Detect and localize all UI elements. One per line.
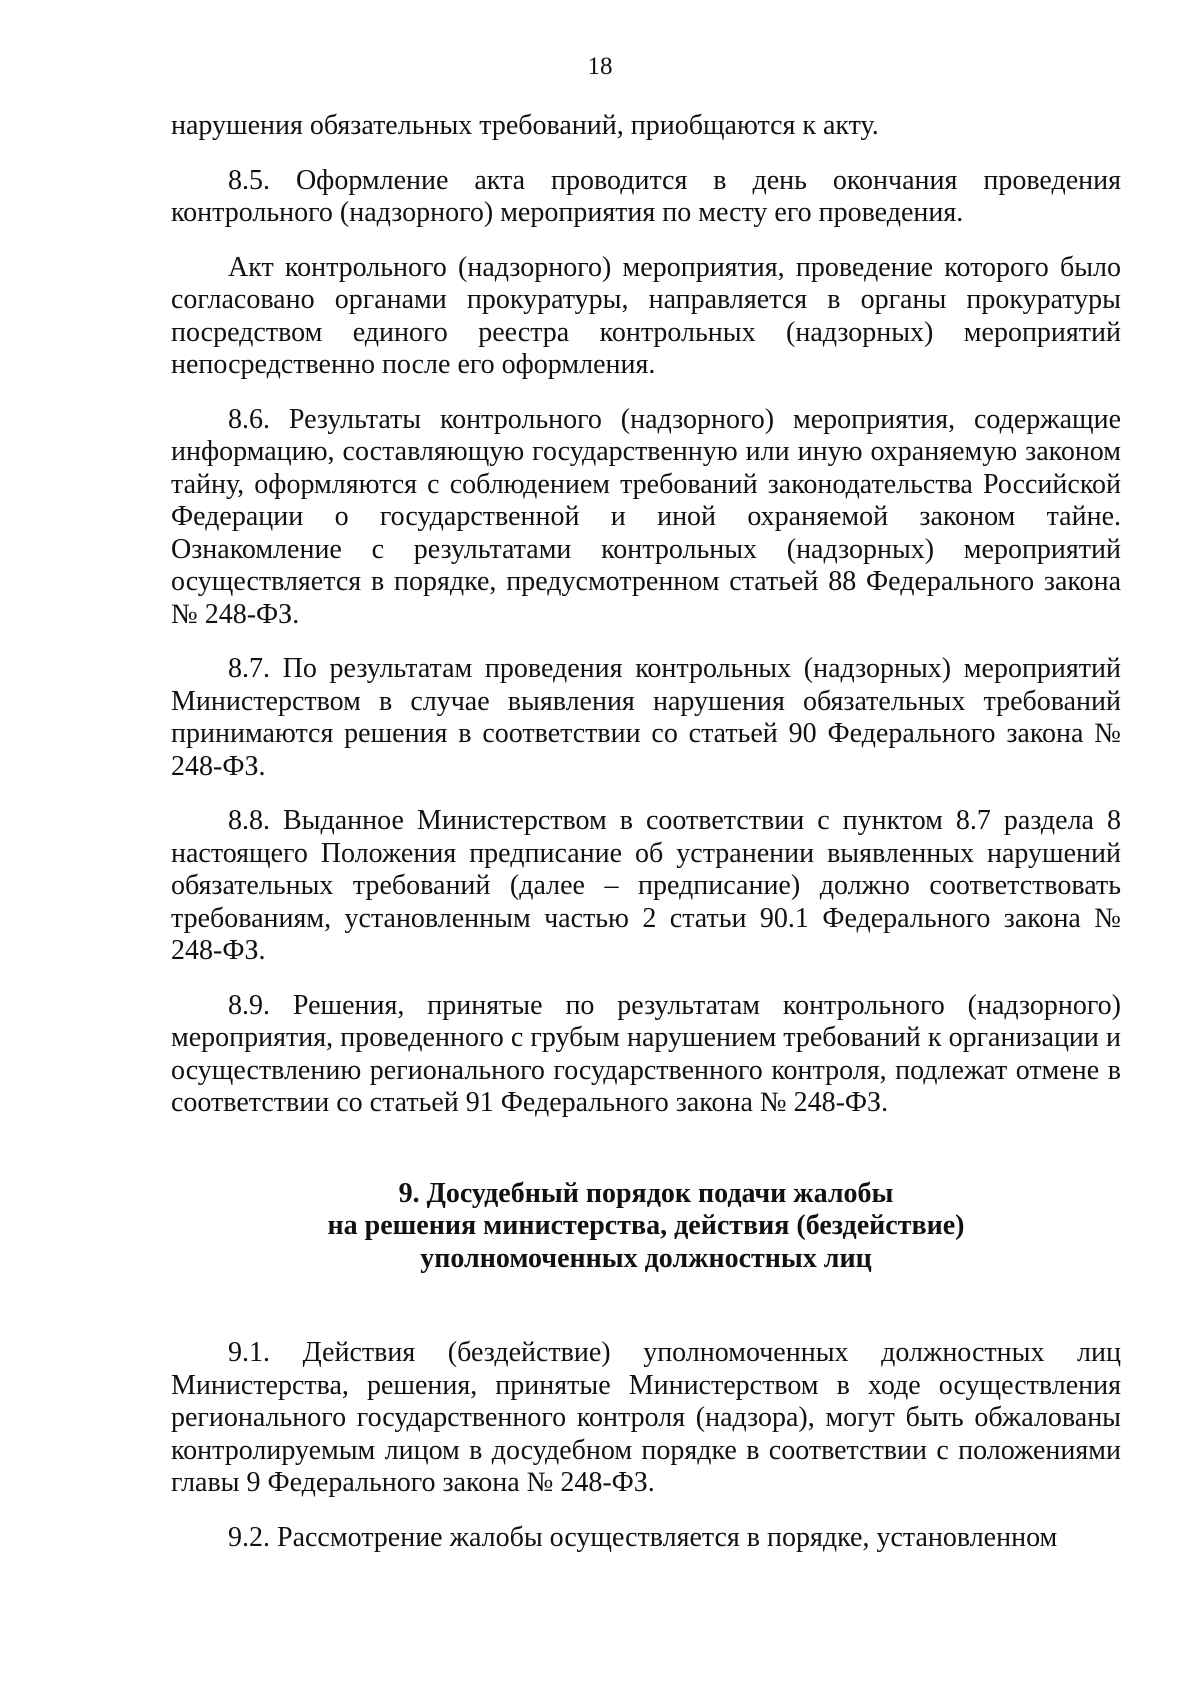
paragraph-9-2: 9.2. Рассмотрение жалобы осуществляется в порядке, установленном <box>228 1521 1058 1553</box>
paragraph-8-8: 8.8. Выданное Министерством в соответствии с пунктом 8.7 раздела 8 настоящего Положения предписание об устранении выявленных нарушений обязательных требований (далее – предписание) должно соответствовать требованиям, установленным частью 2 статьи 90.1 Федерального закона № 248-ФЗ. <box>171 805 1121 966</box>
paragraph-8-6: 8.6. Результаты контрольного (надзорного) мероприятия, содержащие информацию, составляющую государственную или иную охраняемую законом тайну, оформляются с соблюдением требований законодательства Российской Федерации о государственной и иной охраняемой законом тайне. Ознакомление с результатами контрольных (надзорных) мероприятий осуществляется в порядке, предусмотренном статьей 88 Федерального закона № 248-ФЗ. <box>171 403 1121 630</box>
page-number: 18 <box>587 53 613 80</box>
paragraph-9-1: 9.1. Действия (бездействие) уполномоченных должностных лиц Министерства, решения, принятые Министерством в ходе осуществления регионального государственного контроля (надзора), могут быть обжалованы контролируемым лицом в досудебном порядке в соответствии с положениями главы 9 Федерального закона № 248-ФЗ. <box>171 1337 1121 1498</box>
section-heading-line-3: уполномоченных должностных лиц <box>420 1242 872 1274</box>
section-heading-9 <box>171 1178 1121 1276</box>
document-body <box>171 110 1121 1554</box>
continuation-paragraph: нарушения обязательных требований, приобщаются к акту. <box>171 110 879 141</box>
section-heading-line-2: на решения министерства, действия (бездействие) <box>327 1210 965 1241</box>
paragraph-8-7: 8.7. По результатам проведения контрольных (надзорных) мероприятий Министерством в случае выявления нарушения обязательных требований принимаются решения в соответствии со статьей 90 Федерального закона № 248-ФЗ. <box>171 653 1121 782</box>
paragraph-8-9: 8.9. Решения, принятые по результатам контрольного (надзорного) мероприятия, проведенного с грубым нарушением требований к организации и осуществлению регионального государственного контроля, подлежат отмене в соответствии со статьей 91 Федерального закона № 248-ФЗ. <box>171 989 1121 1118</box>
paragraph-8-5: 8.5. Оформление акта проводится в день окончания проведения контрольного (надзорного) мероприятия по месту его проведения. <box>171 164 1121 228</box>
paragraph-act-prosecutor: Акт контрольного (надзорного) мероприятия, проведение которого было согласовано органами прокуратуры, направляется в органы прокуратуры посредством единого реестра контрольных (надзорных) мероприятий непосредственно после его оформления. <box>171 251 1121 380</box>
section-heading-line-1: 9. Досудебный порядок подачи жалобы <box>398 1177 894 1209</box>
